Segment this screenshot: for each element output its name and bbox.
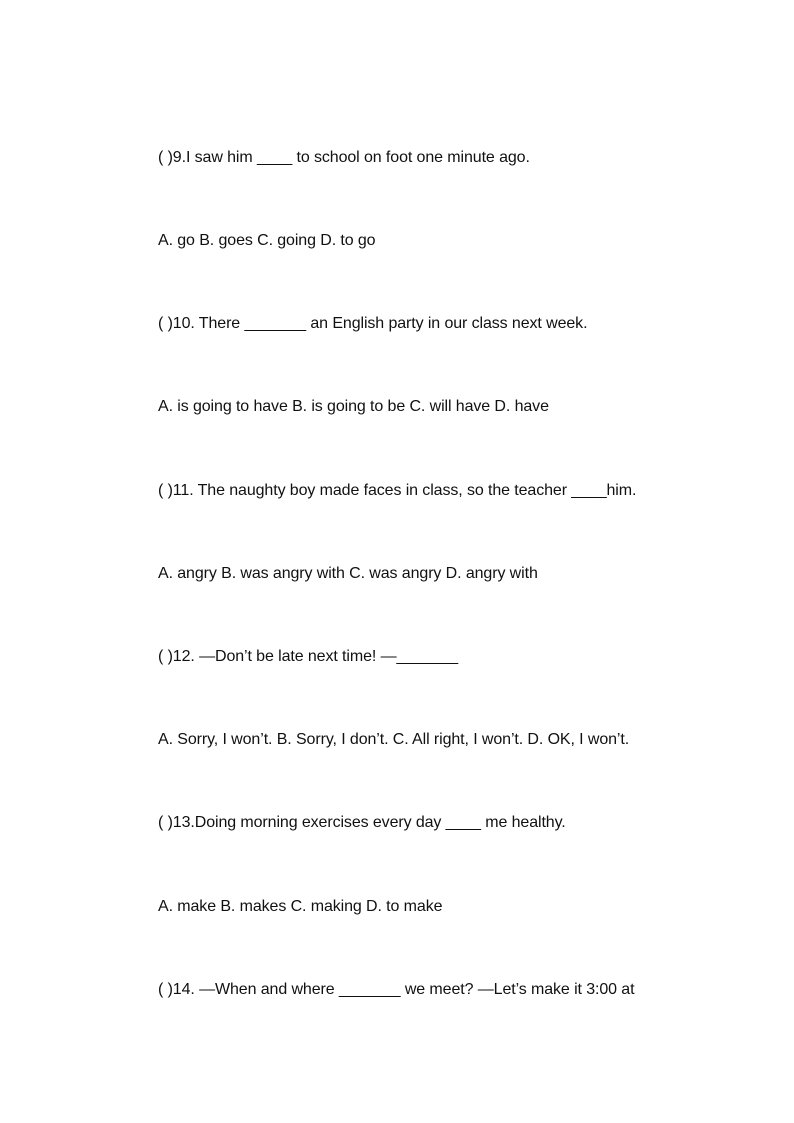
question-11: ( )11. The naughty boy made faces in class, so the teacher ____him.	[158, 482, 637, 499]
question-12: ( )12. —Don’t be late next time! —_______	[158, 648, 459, 665]
question-10: ( )10. There _______ an English party in our class next week.	[158, 315, 588, 332]
question-13: ( )13.Doing morning exercises every day ____ me healthy.	[158, 814, 566, 831]
question-13-options: A. make B. makes C. making D. to make	[158, 898, 443, 915]
question-14: ( )14. —When and where _______ we meet? —Let’s make it 3:00 at	[158, 981, 635, 998]
question-12-options: A. Sorry, I won’t. B. Sorry, I don’t. C. All right, I won’t. D. OK, I won’t.	[158, 731, 630, 748]
question-9: ( )9.I saw him ____ to school on foot one minute ago.	[158, 149, 530, 166]
question-10-options: A. is going to have B. is going to be C. will have D. have	[158, 398, 549, 415]
question-9-options: A. go B. goes C. going D. to go	[158, 232, 376, 249]
question-11-options: A. angry B. was angry with C. was angry D. angry with	[158, 565, 538, 582]
